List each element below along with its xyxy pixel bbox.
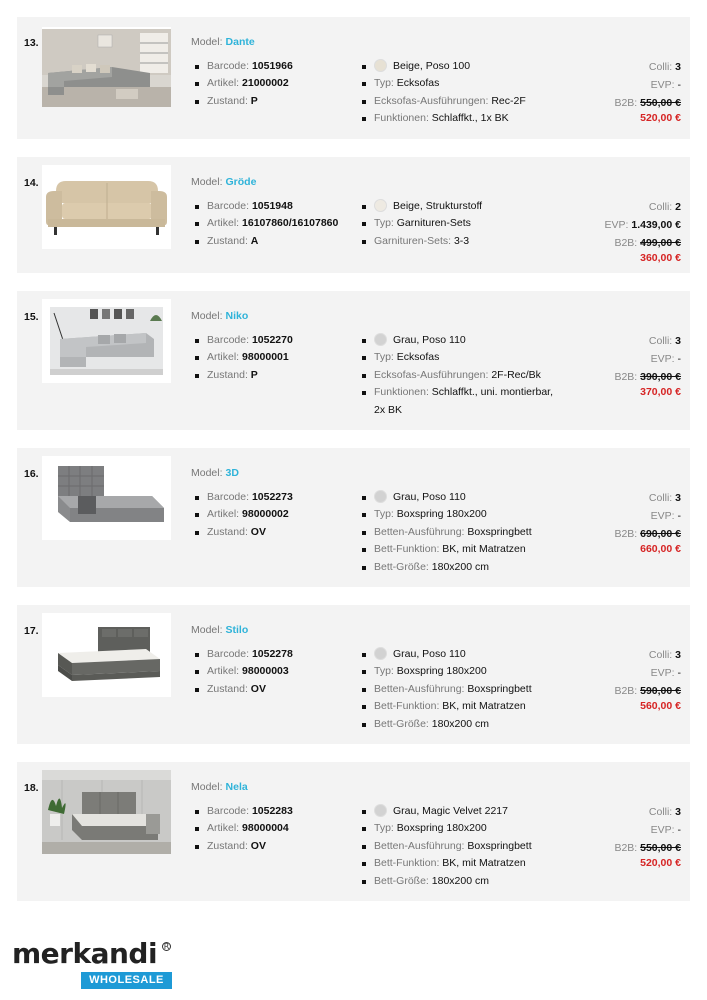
evp-label: EVP: [650, 667, 675, 679]
product-card [17, 17, 690, 139]
color-swatch [374, 804, 387, 817]
item-number: 16. [24, 468, 39, 480]
logo-wordmark: merkandi [12, 937, 158, 970]
old-price: 690,00 € [640, 528, 681, 540]
barcode-label: Barcode: [207, 60, 250, 72]
evp-row [614, 507, 681, 525]
colli-row [614, 489, 681, 507]
colli-label: Colli: [648, 649, 673, 661]
product-image[interactable] [42, 27, 171, 107]
attr-label: Bett-Funktion: [374, 700, 440, 713]
barcode-row [193, 489, 293, 506]
b2b-row [614, 682, 681, 700]
b2b-row [614, 94, 681, 112]
color-swatch [374, 199, 387, 212]
attr-label: Bett-Funktion: [374, 857, 440, 870]
identity-list [193, 58, 293, 110]
artikel-row [193, 820, 293, 837]
product-card [17, 762, 690, 901]
attr-value: 180x200 cm [431, 560, 489, 573]
attr-row [360, 384, 560, 419]
model-name-link[interactable]: Niko [225, 310, 249, 322]
attr-label: Funktionen: [374, 386, 429, 399]
typ-row [360, 820, 532, 837]
old-price: 499,00 € [640, 237, 681, 249]
attribute-list [360, 646, 532, 733]
product-image[interactable] [42, 770, 171, 854]
price-block [614, 58, 681, 125]
boxspring-bed-image [42, 613, 171, 697]
color-row [360, 332, 560, 349]
item-number: 18. [24, 782, 39, 794]
b2b-row [605, 234, 682, 252]
color-swatch [374, 490, 387, 503]
attr-label: Betten-Ausführung: [374, 525, 465, 538]
typ-label: Typ: [374, 217, 394, 230]
product-image[interactable] [42, 613, 171, 697]
artikel-value: 16107860/16107860 [242, 217, 339, 230]
attribute-list [360, 332, 560, 419]
typ-value: Boxspring 180x200 [396, 822, 487, 835]
color-row [360, 646, 532, 663]
b2b-label: B2B: [614, 685, 638, 697]
new-price: 360,00 € [640, 252, 681, 264]
artikel-row [193, 663, 293, 680]
boxspring-bed-image [42, 456, 171, 540]
colli-value: 2 [675, 201, 681, 213]
color-name: Beige, Strukturstoff [393, 200, 483, 212]
typ-label: Typ: [374, 351, 394, 364]
model-name-link[interactable]: Nela [225, 781, 248, 793]
barcode-value: 1051966 [251, 60, 293, 72]
typ-row [360, 215, 482, 232]
model-name-link[interactable]: Dante [225, 36, 255, 48]
product-image[interactable] [42, 299, 171, 383]
color-row [360, 803, 532, 820]
attr-label: Funktionen: [374, 112, 429, 125]
attr-row [360, 367, 560, 384]
zustand-row [193, 93, 293, 110]
attr-row [360, 855, 532, 872]
sofa-image [42, 165, 171, 249]
color-row [360, 58, 526, 75]
zustand-row [193, 233, 338, 250]
typ-value: Boxspring 180x200 [396, 508, 487, 521]
corner-sofa-image [42, 27, 171, 107]
artikel-value: 98000004 [242, 822, 289, 835]
zustand-value: A [250, 234, 259, 247]
color-row [360, 489, 532, 506]
artikel-label: Artikel: [207, 77, 240, 90]
attr-value: 3-3 [453, 234, 470, 247]
attribute-list [360, 489, 532, 576]
zustand-value: P [250, 94, 258, 107]
identity-list [193, 489, 293, 541]
color-row [360, 198, 482, 215]
color-swatch [374, 333, 387, 346]
b2b-row [614, 839, 681, 857]
model-label: Model: [191, 310, 223, 322]
barcode-row [193, 803, 293, 820]
color-swatch [374, 59, 387, 72]
attr-label: Garnituren-Sets: [374, 234, 452, 247]
artikel-label: Artikel: [207, 665, 240, 678]
evp-value: 1.439,00 € [631, 219, 681, 231]
attr-label: Bett-Funktion: [374, 543, 440, 556]
evp-label: EVP: [650, 824, 675, 836]
barcode-row [193, 58, 293, 75]
typ-row [360, 663, 532, 680]
color-name: Beige, Poso 100 [393, 60, 471, 72]
new-price: 520,00 € [640, 857, 681, 869]
attr-value: BK, mit Matratzen [442, 700, 526, 713]
colli-row [605, 198, 682, 216]
typ-label: Typ: [374, 508, 394, 521]
model-line [191, 781, 248, 793]
evp-row [614, 76, 681, 94]
zustand-row [193, 681, 293, 698]
color-name: Grau, Poso 110 [393, 334, 466, 346]
artikel-row [193, 349, 293, 366]
colli-value: 3 [675, 335, 681, 347]
attr-value: Boxspringbett [467, 839, 532, 852]
artikel-label: Artikel: [207, 351, 240, 364]
b2b-row [614, 368, 681, 386]
b2b-label: B2B: [614, 371, 638, 383]
attr-value: 180x200 cm [431, 717, 489, 730]
evp-value: - [677, 667, 681, 679]
evp-row [605, 216, 682, 234]
new-price: 520,00 € [640, 112, 681, 124]
model-line [191, 36, 255, 48]
attr-value: BK, mit Matratzen [442, 857, 526, 870]
item-number: 14. [24, 177, 39, 189]
product-card [17, 157, 690, 273]
b2b-row [614, 525, 681, 543]
model-label: Model: [191, 36, 223, 48]
typ-label: Typ: [374, 77, 394, 90]
attr-row [360, 559, 532, 576]
colli-row [614, 332, 681, 350]
corner-sofa-image [42, 299, 171, 383]
item-number: 13. [24, 37, 39, 49]
product-card [17, 291, 690, 430]
b2b-label: B2B: [614, 528, 638, 540]
evp-row [614, 821, 681, 839]
attr-value: Boxspringbett [467, 682, 532, 695]
attr-value: Schlaffkt., uni. montierbar, 2x BK [374, 386, 553, 416]
merkandi-logo [12, 938, 172, 990]
artikel-label: Artikel: [207, 508, 240, 521]
barcode-value: 1052270 [251, 334, 293, 346]
old-price: 390,00 € [640, 371, 681, 383]
old-price: 550,00 € [640, 842, 681, 854]
zustand-row [193, 838, 293, 855]
attr-row [360, 110, 526, 127]
new-price: 560,00 € [640, 700, 681, 712]
color-name: Grau, Magic Velvet 2217 [393, 805, 508, 817]
attr-value: Boxspringbett [467, 525, 532, 538]
artikel-value: 98000003 [242, 665, 289, 678]
barcode-label: Barcode: [207, 805, 250, 817]
artikel-row [193, 506, 293, 523]
price-block [614, 803, 681, 870]
zustand-label: Zustand: [207, 368, 248, 381]
typ-row [360, 506, 532, 523]
item-number: 17. [24, 625, 39, 637]
attr-label: Betten-Ausführung: [374, 839, 465, 852]
price-block [614, 646, 681, 713]
evp-label: EVP: [650, 79, 675, 91]
price-block [614, 332, 681, 399]
b2b-label: B2B: [614, 842, 638, 854]
colli-value: 3 [675, 806, 681, 818]
evp-label: EVP: [650, 353, 675, 365]
b2b-label: B2B: [614, 97, 638, 109]
attr-row [360, 541, 532, 558]
product-card [17, 605, 690, 744]
model-line [191, 624, 248, 636]
product-card [17, 448, 690, 587]
attr-label: Bett-Größe: [374, 717, 429, 730]
item-number: 15. [24, 311, 39, 323]
zustand-label: Zustand: [207, 234, 248, 247]
attr-row [360, 233, 482, 250]
identity-list [193, 803, 293, 855]
barcode-value: 1051948 [251, 200, 293, 212]
barcode-value: 1052273 [251, 491, 293, 503]
attr-row [360, 716, 532, 733]
typ-label: Typ: [374, 665, 394, 678]
product-image[interactable] [42, 456, 171, 540]
zustand-label: Zustand: [207, 839, 248, 852]
identity-list [193, 646, 293, 698]
attribute-list [360, 803, 532, 890]
barcode-label: Barcode: [207, 648, 250, 660]
evp-row [614, 664, 681, 682]
attr-value: BK, mit Matratzen [442, 543, 526, 556]
old-price: 550,00 € [640, 97, 681, 109]
attr-row [360, 93, 526, 110]
old-price: 590,00 € [640, 685, 681, 697]
typ-value: Boxspring 180x200 [396, 665, 487, 678]
attr-row [360, 681, 532, 698]
attr-row [360, 838, 532, 855]
attr-value: Schlaffkt., 1x BK [431, 112, 509, 125]
attr-value: 2F-Rec/Bk [491, 368, 541, 381]
product-image[interactable] [42, 165, 171, 249]
barcode-label: Barcode: [207, 200, 250, 212]
model-name-link[interactable]: Gröde [225, 176, 257, 188]
attr-row [360, 698, 532, 715]
registered-mark: R [163, 942, 170, 951]
colli-row [614, 803, 681, 821]
model-label: Model: [191, 624, 223, 636]
identity-list [193, 332, 293, 384]
artikel-row [193, 215, 338, 232]
evp-value: - [677, 353, 681, 365]
price-block [605, 198, 682, 265]
attr-label: Bett-Größe: [374, 874, 429, 887]
attr-row [360, 524, 532, 541]
model-name-link[interactable]: 3D [225, 467, 239, 479]
attr-label: Ecksofas-Ausführungen: [374, 368, 489, 381]
evp-label: EVP: [604, 219, 629, 231]
zustand-label: Zustand: [207, 525, 248, 538]
barcode-value: 1052283 [251, 805, 293, 817]
attr-value: Rec-2F [491, 94, 526, 107]
colli-value: 3 [675, 61, 681, 73]
artikel-row [193, 75, 293, 92]
colli-label: Colli: [648, 61, 673, 73]
typ-row [360, 349, 560, 366]
price-block [614, 489, 681, 556]
evp-value: - [677, 510, 681, 522]
evp-row [614, 350, 681, 368]
colli-label: Colli: [648, 201, 673, 213]
barcode-label: Barcode: [207, 334, 250, 346]
model-name-link[interactable]: Stilo [225, 624, 249, 636]
barcode-row [193, 332, 293, 349]
model-label: Model: [191, 781, 223, 793]
attr-label: Ecksofas-Ausführungen: [374, 94, 489, 107]
evp-value: - [677, 824, 681, 836]
colli-row [614, 646, 681, 664]
zustand-value: P [250, 368, 258, 381]
zustand-label: Zustand: [207, 94, 248, 107]
attr-label: Betten-Ausführung: [374, 682, 465, 695]
new-price: 370,00 € [640, 386, 681, 398]
model-line [191, 176, 256, 188]
evp-label: EVP: [650, 510, 675, 522]
barcode-row [193, 646, 293, 663]
color-swatch [374, 647, 387, 660]
zustand-value: OV [250, 682, 266, 695]
typ-label: Typ: [374, 822, 394, 835]
artikel-label: Artikel: [207, 217, 240, 230]
attribute-list [360, 58, 526, 128]
new-price: 660,00 € [640, 543, 681, 555]
boxspring-bed-image [42, 770, 171, 854]
zustand-value: OV [250, 839, 266, 852]
model-line [191, 467, 239, 479]
zustand-label: Zustand: [207, 682, 248, 695]
identity-list [193, 198, 338, 250]
colli-row [614, 58, 681, 76]
artikel-value: 21000002 [242, 77, 289, 90]
model-line [191, 310, 248, 322]
colli-label: Colli: [648, 492, 673, 504]
zustand-row [193, 524, 293, 541]
color-name: Grau, Poso 110 [393, 648, 466, 660]
attr-label: Bett-Größe: [374, 560, 429, 573]
zustand-value: OV [250, 525, 266, 538]
typ-value: Ecksofas [396, 77, 440, 90]
typ-value: Garnituren-Sets [396, 217, 471, 230]
typ-row [360, 75, 526, 92]
artikel-label: Artikel: [207, 822, 240, 835]
zustand-row [193, 367, 293, 384]
barcode-row [193, 198, 338, 215]
attr-value: 180x200 cm [431, 874, 489, 887]
evp-value: - [677, 79, 681, 91]
colli-label: Colli: [648, 335, 673, 347]
barcode-label: Barcode: [207, 491, 250, 503]
color-name: Grau, Poso 110 [393, 491, 466, 503]
model-label: Model: [191, 176, 223, 188]
attr-row [360, 873, 532, 890]
barcode-value: 1052278 [251, 648, 293, 660]
colli-value: 3 [675, 492, 681, 504]
typ-value: Ecksofas [396, 351, 440, 364]
colli-value: 3 [675, 649, 681, 661]
artikel-value: 98000002 [242, 508, 289, 521]
attribute-list [360, 198, 482, 250]
artikel-value: 98000001 [242, 351, 289, 364]
b2b-label: B2B: [614, 237, 638, 249]
colli-label: Colli: [648, 806, 673, 818]
logo-wholesale-tag: WHOLESALE [81, 972, 172, 989]
model-label: Model: [191, 467, 223, 479]
